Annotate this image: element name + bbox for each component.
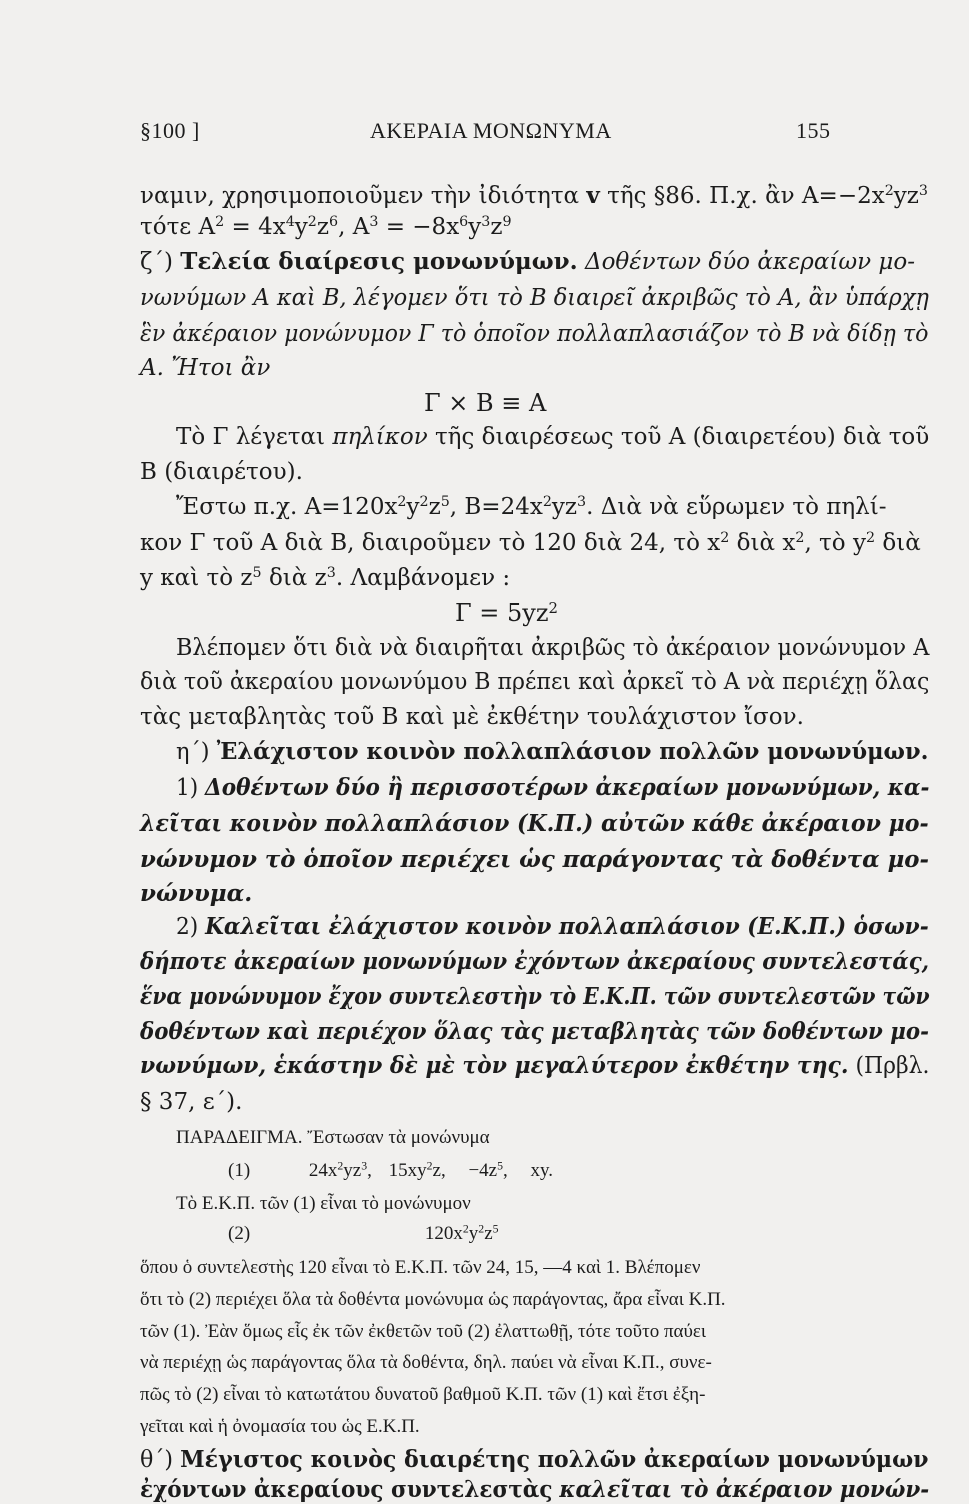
text-span: Ἔστω π.χ. Α=120x [176,494,398,520]
text-line: διὰ τοῦ ἀκεραίου μονωνύμου Β πρέπει καὶ ἀρκεῖ τὸ Α νὰ περιέχῃ ὅλας [140,669,930,695]
text-span: y [406,494,420,520]
definition-text: καλεῖται τὸ ἀκέραιον μονών- [559,1476,930,1503]
subsection-heading: Ἐλάχιστον κοινὸν πολλαπλάσιον πολλῶν μονωνύμων. [216,738,929,765]
subsection-heading: Μέγιστος κοινὸς διαιρέτης πολλῶν ἀκεραίων μονωνύμων [180,1446,929,1473]
example-heading: ΠΑΡΑΔΕΙΓΜΑ. Ἔστωσαν τὰ μονώνυμα [176,1127,490,1148]
text-line [140,248,915,276]
text-span: , Α [338,214,370,240]
exponent: 2 [337,1159,344,1173]
exponent: 9 [502,214,512,231]
text-span: xy. [530,1160,554,1181]
text-span: y [468,1223,479,1244]
text-line: τὰς μεταβλητὰς τοῦ Β καὶ μὲ ἐκθέτην τουλάχιστον ἴσον. [140,704,804,730]
text-line [140,182,928,210]
exponent: 2 [865,530,876,547]
text-span: Τὸ Γ λέγεται [176,424,326,450]
exponent: 2 [548,598,558,617]
exponent: 2 [478,1222,485,1236]
example-lcm [228,1220,499,1248]
text-span: z [490,214,503,240]
section-number: §100 ] [140,118,200,143]
text-line [176,493,887,521]
text-line: νωνύμων Α καὶ Β, λέγομεν ὅτι τὸ Β διαιρεῖ ἀκριβῶς τὸ Α, ἂν ὑπάρχῃ [140,285,929,311]
exponent: 5 [492,1222,499,1236]
running-title: ΑΚΕΡΑΙΑ ΜΟΝΩΝΥΜΑ [370,118,612,143]
exponent: 2 [419,494,429,511]
text-line: Τὸ Ε.Κ.Π. τῶν (1) εἶναι τὸ μονώνυμον [176,1193,471,1214]
term-quotient: πηλίκον [332,424,428,450]
text-span: 1) [176,775,199,801]
definition-text: Καλεῖται ἐλάχιστον κοινὸν πολλαπλάσιον (Ε.Κ.Π.) ὁσων- [205,913,929,940]
definition-line: λεῖται κοινὸν πολλαπλάσιον (Κ.Π.) αὐτῶν κάθε ἀκέραιον μο- [140,810,929,837]
definition-line: ἕνα μονώνυμον ἔχον συντελεστὴν τὸ Ε.Κ.Π. τῶν συντελεστῶν τῶν [140,983,930,1010]
text-span: 120x [424,1223,463,1244]
exponent: 5 [252,565,262,582]
exponent: 2 [426,1159,433,1173]
text-line: Βλέπομεν ὅτι διὰ νὰ διαιρῆται ἀκριβῶς τὸ ἀκέραιον μονώνυμον Α [176,635,930,661]
text-span: 15xy [388,1160,427,1181]
exponent: 3 [481,214,491,231]
definition-line: νώνυμον τὸ ὁποῖον περιέχει ὡς παράγοντας τὰ δοθέντα μο- [140,846,929,873]
text-span: 24x [308,1160,338,1181]
equation [455,599,558,627]
page-number: 155 [796,118,831,143]
text-span: z [484,1223,493,1244]
subsection-heading: ἐχόντων ἀκεραίους συντελεστὰς [140,1476,553,1503]
exponent: 5 [497,1159,503,1173]
exponent: 2 [542,494,552,511]
text-span: y καὶ τὸ z [140,565,253,591]
text-line [176,423,929,451]
exponent: 2 [795,530,805,547]
text-line [176,774,929,802]
text-span: κον Γ τοῦ Α διὰ Β, διαιροῦμεν τὸ 120 διὰ 24, τὸ x [140,530,721,556]
exponent: 3 [369,214,379,231]
text-span: . Λαμβάνομεν : [335,565,511,591]
text-line: τῶν (1). Ἐὰν ὅμως εἷς ἐκ τῶν ἐκθετῶν τοῦ (2) ἐλαττωθῇ, τότε τοῦτο παύει [140,1321,707,1342]
exponent: 2 [307,214,317,231]
text-line: ὅπου ὁ συντελεστὴς 120 εἶναι τὸ Ε.Κ.Π. τῶν 24, 15, —4 καὶ 1. Βλέπομεν [140,1257,701,1278]
exponent: 3 [577,494,587,511]
exponent: 6 [459,214,469,231]
text-span: ναμιν, χρησιμοποιοῦμεν τὴν ἰδιότητα [140,183,580,209]
text-span: , Β=24x [449,494,543,520]
definition-text: νωνύμων, ἑκάστην δὲ μὲ τὸν μεγαλύτερον ἐκθέτην της. [140,1052,849,1079]
text-span: yz [893,183,919,209]
example-monomials [228,1157,553,1185]
text-span: (Πρβλ. [855,1053,930,1079]
text-span: 2) [176,914,199,940]
exponent: 4 [285,214,295,231]
text-span: = 4x [231,214,286,240]
text-span: z, [432,1160,446,1181]
text-line: § 37, ε΄). [140,1089,243,1115]
subsection-label: θ΄) [140,1447,174,1473]
text-line [176,913,929,941]
subsection-heading: Τελεία διαίρεσις μονωνύμων. [180,248,578,275]
definition-line: δοθέντων καὶ περιέχον ὅλας τὰς μεταβλητὰς τῶν δοθέντων μο- [140,1018,929,1045]
text-span: −4z [468,1160,498,1181]
definition-line: δήποτε ἀκεραίων μονωνύμων ἐχόντων ἀκεραίους συντελεστάς, [140,948,930,975]
text-span: τῆς §86. Π.χ. ἂν Α=−2x [607,183,885,209]
text-span: , [503,1160,508,1181]
exponent: 6 [329,214,339,231]
text-span: y [294,214,308,240]
text-span: τότε Α [140,214,216,240]
text-line: πῶς τὸ (2) εἶναι τὸ κατωτάτου δυνατοῦ βαθμοῦ Κ.Π. τῶν (1) καὶ ἔτσι ἐξη- [140,1384,706,1405]
exponent: 2 [884,183,894,200]
text-span: Γ = 5yz [455,599,549,627]
text-span: z [316,214,329,240]
subsection-label: η΄) [176,739,210,765]
exponent: 2 [720,530,730,547]
definition-line: νώνυμα. [140,880,253,907]
text-span: yz [551,494,578,520]
text-line [140,213,512,241]
exponent: 2 [215,214,225,231]
text-span: = −8x [385,214,460,240]
text-line [140,354,270,382]
text-span: διὰ z [268,565,327,591]
text-line [140,529,921,557]
text-span: διὰ x [736,530,796,556]
text-span: τῆς διαιρέσεως τοῦ Α (διαιρετέου) διὰ τοῦ [434,424,930,450]
text-line: Β (διαιρέτου). [140,459,303,485]
exponent: 3 [918,183,928,200]
text-span: v [586,182,600,209]
text-line: γεῖται καὶ ἡ ὀνομασία του ὡς Ε.Κ.Π. [140,1416,420,1437]
text-line [176,738,928,766]
subsection-label: ζ΄) [140,249,173,275]
exponent: 2 [462,1222,469,1236]
text-line [140,1446,929,1474]
exponent: 3 [361,1159,368,1173]
text-line: ὅτι τὸ (2) περιέχει ὅλα τὰ δοθέντα μονώνυμα ὡς παράγοντας, ἄρα εἶναι Κ.Π. [140,1289,726,1310]
text-span: , [367,1160,372,1181]
exponent: 2 [397,494,407,511]
text-line [140,564,510,592]
text-span: Δοθέντων δύο ἀκεραίων μο- [584,249,915,275]
text-span: διὰ [882,530,921,556]
equation-label: (1) [228,1160,251,1181]
definition-text: Δοθέντων δύο ἢ περισσοτέρων ἀκεραίων μονωνύμων, κα- [205,774,930,801]
equation: Γ × Β ≡ Α [424,389,547,417]
text-line: νὰ περιέχῃ ὡς παράγοντας ὅλα τὰ δοθέντα, δηλ. παύει νὰ εἶναι Κ.Π., συνε- [140,1352,712,1373]
equation-label: (2) [228,1223,251,1244]
text-span: y [468,214,482,240]
exponent: 5 [440,494,450,511]
text-span: yz [343,1160,362,1181]
text-span: , τὸ y [804,530,866,556]
text-line: ἓν ἀκέραιον μονώνυμον Γ τὸ ὁποῖον πολλαπλασιάζον τὸ Β νὰ δίδῃ τὸ [140,321,929,347]
text-line [140,1052,929,1080]
text-span: Α. Ἤτοι ἂν [140,355,271,381]
exponent: 3 [326,565,336,582]
text-span: z [428,494,441,520]
text-span: . Διὰ νὰ εὕρωμεν τὸ πηλί- [586,494,887,520]
